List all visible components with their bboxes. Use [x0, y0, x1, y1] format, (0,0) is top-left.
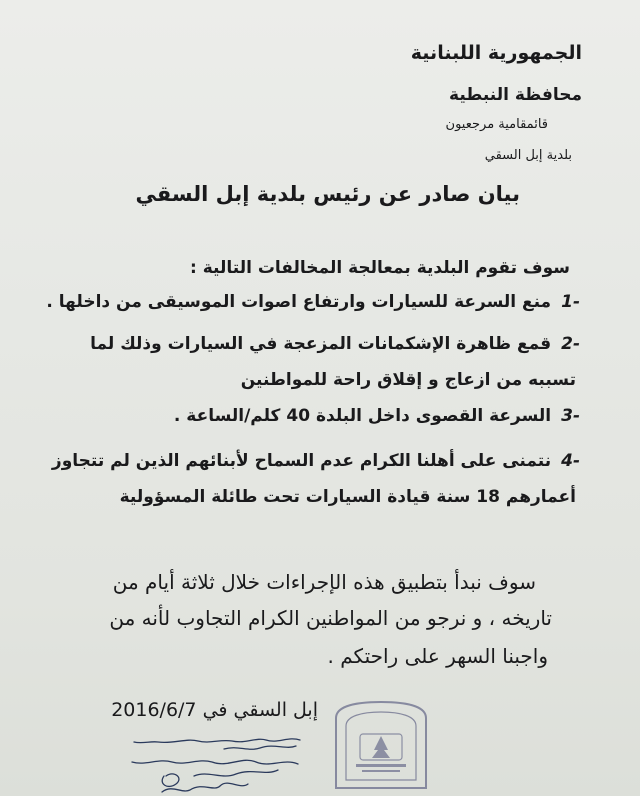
- header-district: قائمقامية مرجعيون: [445, 117, 548, 132]
- list-item-3: [174, 406, 580, 426]
- item-text: نتمنى على أهلنا الكرام عدم السماح لأبنائهم الذين لم تتجاوز: [51, 451, 552, 471]
- closing-line-1: سوف نبدأ بتطبيق هذه الإجراءات خلال ثلاثة أيام من: [112, 570, 536, 594]
- item-number: -1: [561, 292, 580, 312]
- handwritten-signature: [128, 732, 308, 796]
- official-stamp: [316, 698, 446, 796]
- header-governorate: محافظة النبطية: [449, 85, 582, 105]
- item-number: -3: [561, 406, 580, 426]
- closing-line-2: تاريخه ، و نرجو من المواطنين الكرام التجاوب لأنه من: [109, 606, 552, 630]
- item-text: السرعة القصوى داخل البلدة 40 كلم/الساعة .: [173, 406, 552, 426]
- item-number: -2: [561, 334, 580, 354]
- closing-line-3: واجبنا السهر على راحتكم .: [327, 644, 548, 668]
- header-municipality: بلدية إبل السقي: [484, 148, 572, 163]
- place-and-date: إبل السقي في 2016/6/7: [111, 699, 318, 721]
- header-republic: الجمهورية اللبنانية: [410, 42, 582, 64]
- item-number: -4: [561, 451, 580, 471]
- list-item-4: [52, 451, 580, 471]
- document-title: بيان صادر عن رئيس بلدية إبل السقي: [135, 182, 520, 206]
- list-item-4-continued: أعمارهم 18 سنة قيادة السيارات تحت طائلة المسؤولية: [119, 487, 576, 507]
- intro-text: سوف تقوم البلدية بمعالجة المخالفات التالية :: [190, 258, 570, 278]
- list-item-2-continued: تسببه من ازعاج و إقلاق راحة للمواطنين: [240, 370, 576, 390]
- item-text: منع السرعة للسيارات وارتفاع اصوات الموسيقى من داخلها .: [46, 292, 552, 312]
- list-item-2: [90, 334, 580, 354]
- item-text: قمع ظاهرة الإشكمانات المزعجة في السيارات وذلك لما: [90, 334, 552, 354]
- list-item-1: [46, 292, 580, 312]
